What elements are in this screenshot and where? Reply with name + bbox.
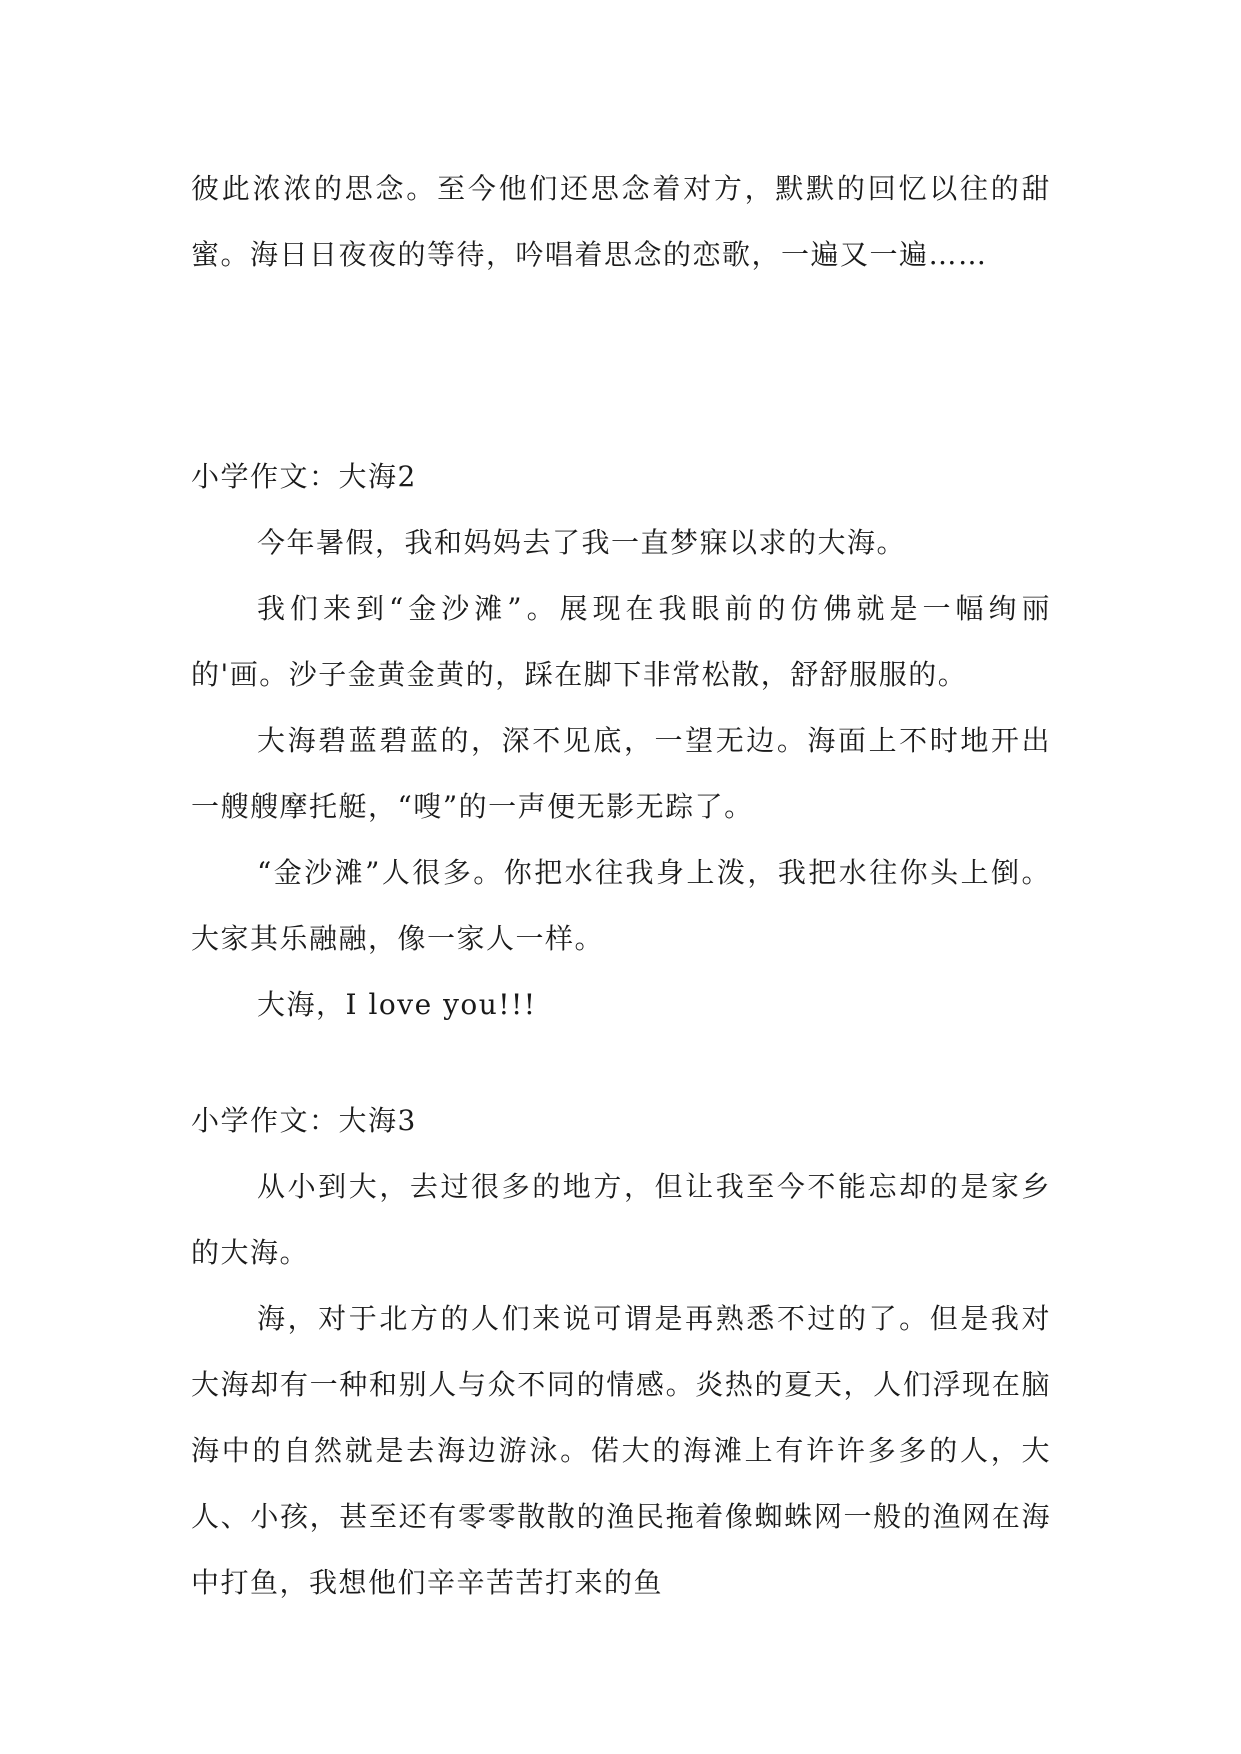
paragraph: 从小到大，去过很多的地方，但让我至今不能忘却的是家乡的大海。 [191, 1170, 1051, 1269]
paragraph: 今年暑假，我和妈妈去了我一直梦寐以求的大海。 [257, 526, 907, 559]
paragraph: 大海，I love you!!! [257, 988, 537, 1021]
essay-2 [191, 444, 1051, 1038]
paragraph: 彼此浓浓的思念。至今他们还思念着对方，默默的回忆以往的甜蜜。海日日夜夜的等待，吟唱着思念的恋歌，一遍又一遍…… [191, 172, 1051, 271]
essay-title: 小学作文：大海3 [191, 1104, 417, 1137]
essay-1-continuation [191, 156, 1051, 288]
essay-3 [191, 1088, 1051, 1616]
paragraph: “金沙滩”人很多。你把水往我身上泼，我把水往你头上倒。大家其乐融融，像一家人一样。 [191, 856, 1051, 955]
essay-title: 小学作文：大海2 [191, 460, 417, 493]
paragraph: 大海碧蓝碧蓝的，深不见底，一望无边。海面上不时地开出一艘艘摩托艇，“嗖”的一声便无影无踪了。 [191, 724, 1051, 823]
paragraph: 海，对于北方的人们来说可谓是再熟悉不过的了。但是我对大海却有一种和别人与众不同的情感。炎热的夏天，人们浮现在脑海中的自然就是去海边游泳。偌大的海滩上有许许多多的人，大人、小孩，甚至还有零零散散的渔民拖着像蜘蛛网一般的渔网在海中打鱼，我想他们辛辛苦苦打来的鱼 [191, 1302, 1051, 1599]
paragraph: 我们来到“金沙滩”。展现在我眼前的仿佛就是一幅绚丽的'画。沙子金黄金黄的，踩在脚下非常松散，舒舒服服的。 [191, 592, 1051, 691]
